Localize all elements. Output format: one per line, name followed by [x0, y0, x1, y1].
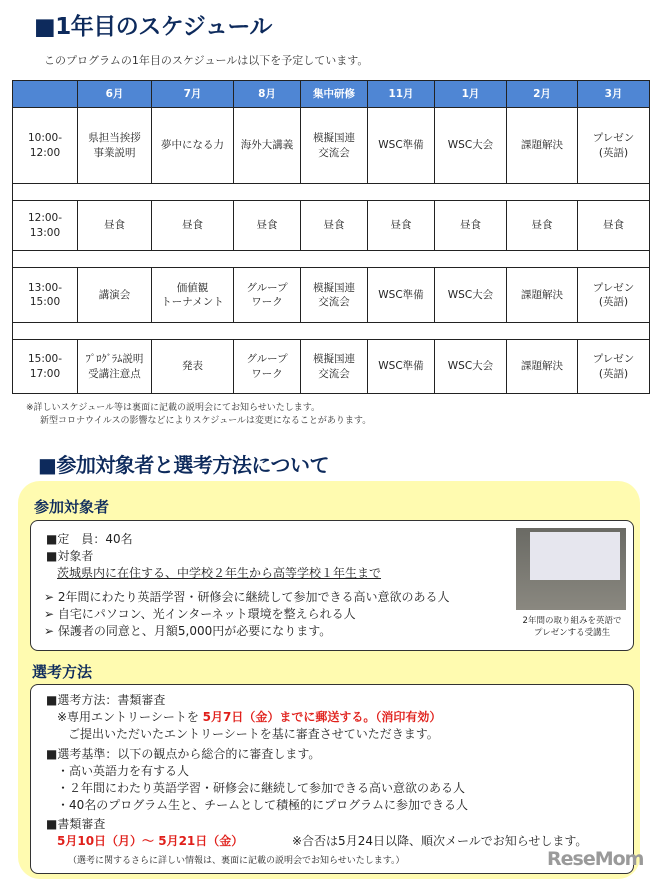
- arrow-bullet-icon: ➢: [44, 624, 58, 638]
- activity-cell: 県担当挨拶 事業説明: [78, 108, 152, 184]
- arrow-bullet-icon: ➢: [44, 607, 58, 621]
- spacer-row: [13, 323, 650, 340]
- review-dates: 5月10日（月）～ 5月21日（金）: [57, 834, 244, 848]
- activity-cell: 昼食: [435, 201, 507, 251]
- table-row: [13, 340, 650, 394]
- activity-cell: ﾌﾟﾛｸﾞﾗﾑ説明 受講注意点: [78, 340, 152, 394]
- activity-cell: 昼食: [152, 201, 234, 251]
- table-row: [13, 201, 650, 251]
- schedule-title: ■1年目のスケジュール: [34, 14, 272, 40]
- activity-cell: WSC大会: [435, 268, 507, 323]
- entry-line: [57, 709, 441, 725]
- arrow-bullet-icon: ➢: [44, 590, 58, 604]
- activity-cell: WSC準備: [368, 340, 435, 394]
- header-cell: 7月: [152, 81, 234, 108]
- activity-cell: 模擬国連 交流会: [301, 340, 368, 394]
- activity-cell: 模擬国連 交流会: [301, 268, 368, 323]
- activity-cell: グループ ワーク: [234, 340, 301, 394]
- activity-cell: WSC準備: [368, 268, 435, 323]
- time-cell: 15:00- 17:00: [13, 340, 78, 394]
- activity-cell: 昼食: [507, 201, 578, 251]
- bullet-text: 2年間にわたり英語学習・研修会に継続して参加できる高い意欲のある人: [57, 590, 450, 604]
- note-line: ※詳しいスケジュール等は裏面に記載の説明会にてお知らせいたします。: [26, 403, 321, 413]
- review-label: ■書類審査: [46, 817, 106, 831]
- criteria-item: ・40名のプログラム生と、チームとして積極的にプログラムに参加できる人: [57, 798, 469, 812]
- activity-cell: 昼食: [301, 201, 368, 251]
- table-row: [13, 108, 650, 184]
- criteria-item: ・２年間にわたり英語学習・研修会に継続して参加できる高い意欲のある人: [57, 781, 466, 795]
- activity-cell: 海外大講義: [234, 108, 301, 184]
- activity-cell: 模擬国連 交流会: [301, 108, 368, 184]
- selection-heading: 選考方法: [32, 663, 93, 681]
- criteria: ■選考基準：以下の観点から総合的に審査します。: [46, 747, 321, 761]
- target: 茨城県内に在住する、中学校２年生から高等学校１年生まで: [57, 566, 382, 580]
- activity-cell: WSC大会: [435, 340, 507, 394]
- header-cell: 8月: [234, 81, 301, 108]
- header-cell: [13, 81, 78, 108]
- criteria-item: ・高い英語力を有する人: [57, 764, 190, 778]
- activity-cell: 発表: [152, 340, 234, 394]
- activity-cell: 昼食: [368, 201, 435, 251]
- activity-cell: グループ ワーク: [234, 268, 301, 323]
- table-row: [13, 268, 650, 323]
- header-cell: 2月: [507, 81, 578, 108]
- eligibility-bullet: [44, 606, 356, 622]
- resemom-watermark: ReseMom: [547, 848, 644, 870]
- eligibility-bullet: [44, 623, 331, 639]
- activity-cell: 価値観 トーナメント: [152, 268, 234, 323]
- activity-cell: WSC準備: [368, 108, 435, 184]
- activity-cell: 昼食: [234, 201, 301, 251]
- header-cell: 6月: [78, 81, 152, 108]
- eligibility-heading: 参加対象者: [34, 498, 110, 516]
- capacity: ■定 員：40名: [46, 532, 133, 546]
- method: ■選考方法：書類審査: [46, 693, 166, 707]
- activity-cell: 夢中になる力: [152, 108, 234, 184]
- schedule-table: [12, 80, 650, 394]
- entry-prefix: ※専用エントリーシートを: [57, 710, 199, 724]
- note-line: 新型コロナウイルスの影響などによりスケジュールは変更になることがあります。: [40, 416, 372, 426]
- activity-cell: 昼食: [78, 201, 152, 251]
- header-cell: 1月: [435, 81, 507, 108]
- target-label: ■対象者: [46, 549, 94, 563]
- activity-cell: プレゼン (英語): [578, 268, 650, 323]
- time-cell: 10:00- 12:00: [13, 108, 78, 184]
- activity-cell: 昼食: [578, 201, 650, 251]
- entry-deadline: 5月7日（金）までに郵送する。（消印有効）: [202, 710, 442, 724]
- selection-footer: （選考に関するさらに詳しい情報は、裏面に記載の説明会でお知らせいたします。）: [68, 856, 405, 866]
- header-cell: 3月: [578, 81, 650, 108]
- header-cell: 11月: [368, 81, 435, 108]
- activity-cell: 課題解決: [507, 108, 578, 184]
- bullet-text: 自宅にパソコン、光インターネット環境を整えられる人: [57, 607, 356, 621]
- schedule-note: [26, 402, 371, 428]
- spacer-row: [13, 251, 650, 268]
- entry-note: ご提出いただいたエントリーシートを基に審査させていただきます。: [68, 727, 439, 741]
- eligibility-bullet: [44, 589, 450, 605]
- activity-cell: 課題解決: [507, 268, 578, 323]
- presentation-photo: [516, 528, 626, 610]
- bullet-text: 保護者の同意と、月額5,000円が必要になります。: [57, 624, 332, 638]
- schedule-intro: このプログラムの1年目のスケジュールは以下を予定しています。: [44, 54, 369, 67]
- activity-cell: WSC大会: [435, 108, 507, 184]
- time-cell: 12:00- 13:00: [13, 201, 78, 251]
- photo-caption: 2年間の取り組みを英語で プレゼンする受講生: [522, 616, 622, 638]
- activity-cell: 課題解決: [507, 340, 578, 394]
- activity-cell: プレゼン (英語): [578, 340, 650, 394]
- result-note: ※合否は5月24日以降、順次メールでお知らせします。: [292, 834, 588, 848]
- spacer-row: [13, 184, 650, 201]
- time-cell: 13:00- 15:00: [13, 268, 78, 323]
- eligibility-title: ■参加対象者と選考方法について: [38, 453, 329, 477]
- activity-cell: プレゼン (英語): [578, 108, 650, 184]
- activity-cell: 講演会: [78, 268, 152, 323]
- header-cell: 集中研修: [301, 81, 368, 108]
